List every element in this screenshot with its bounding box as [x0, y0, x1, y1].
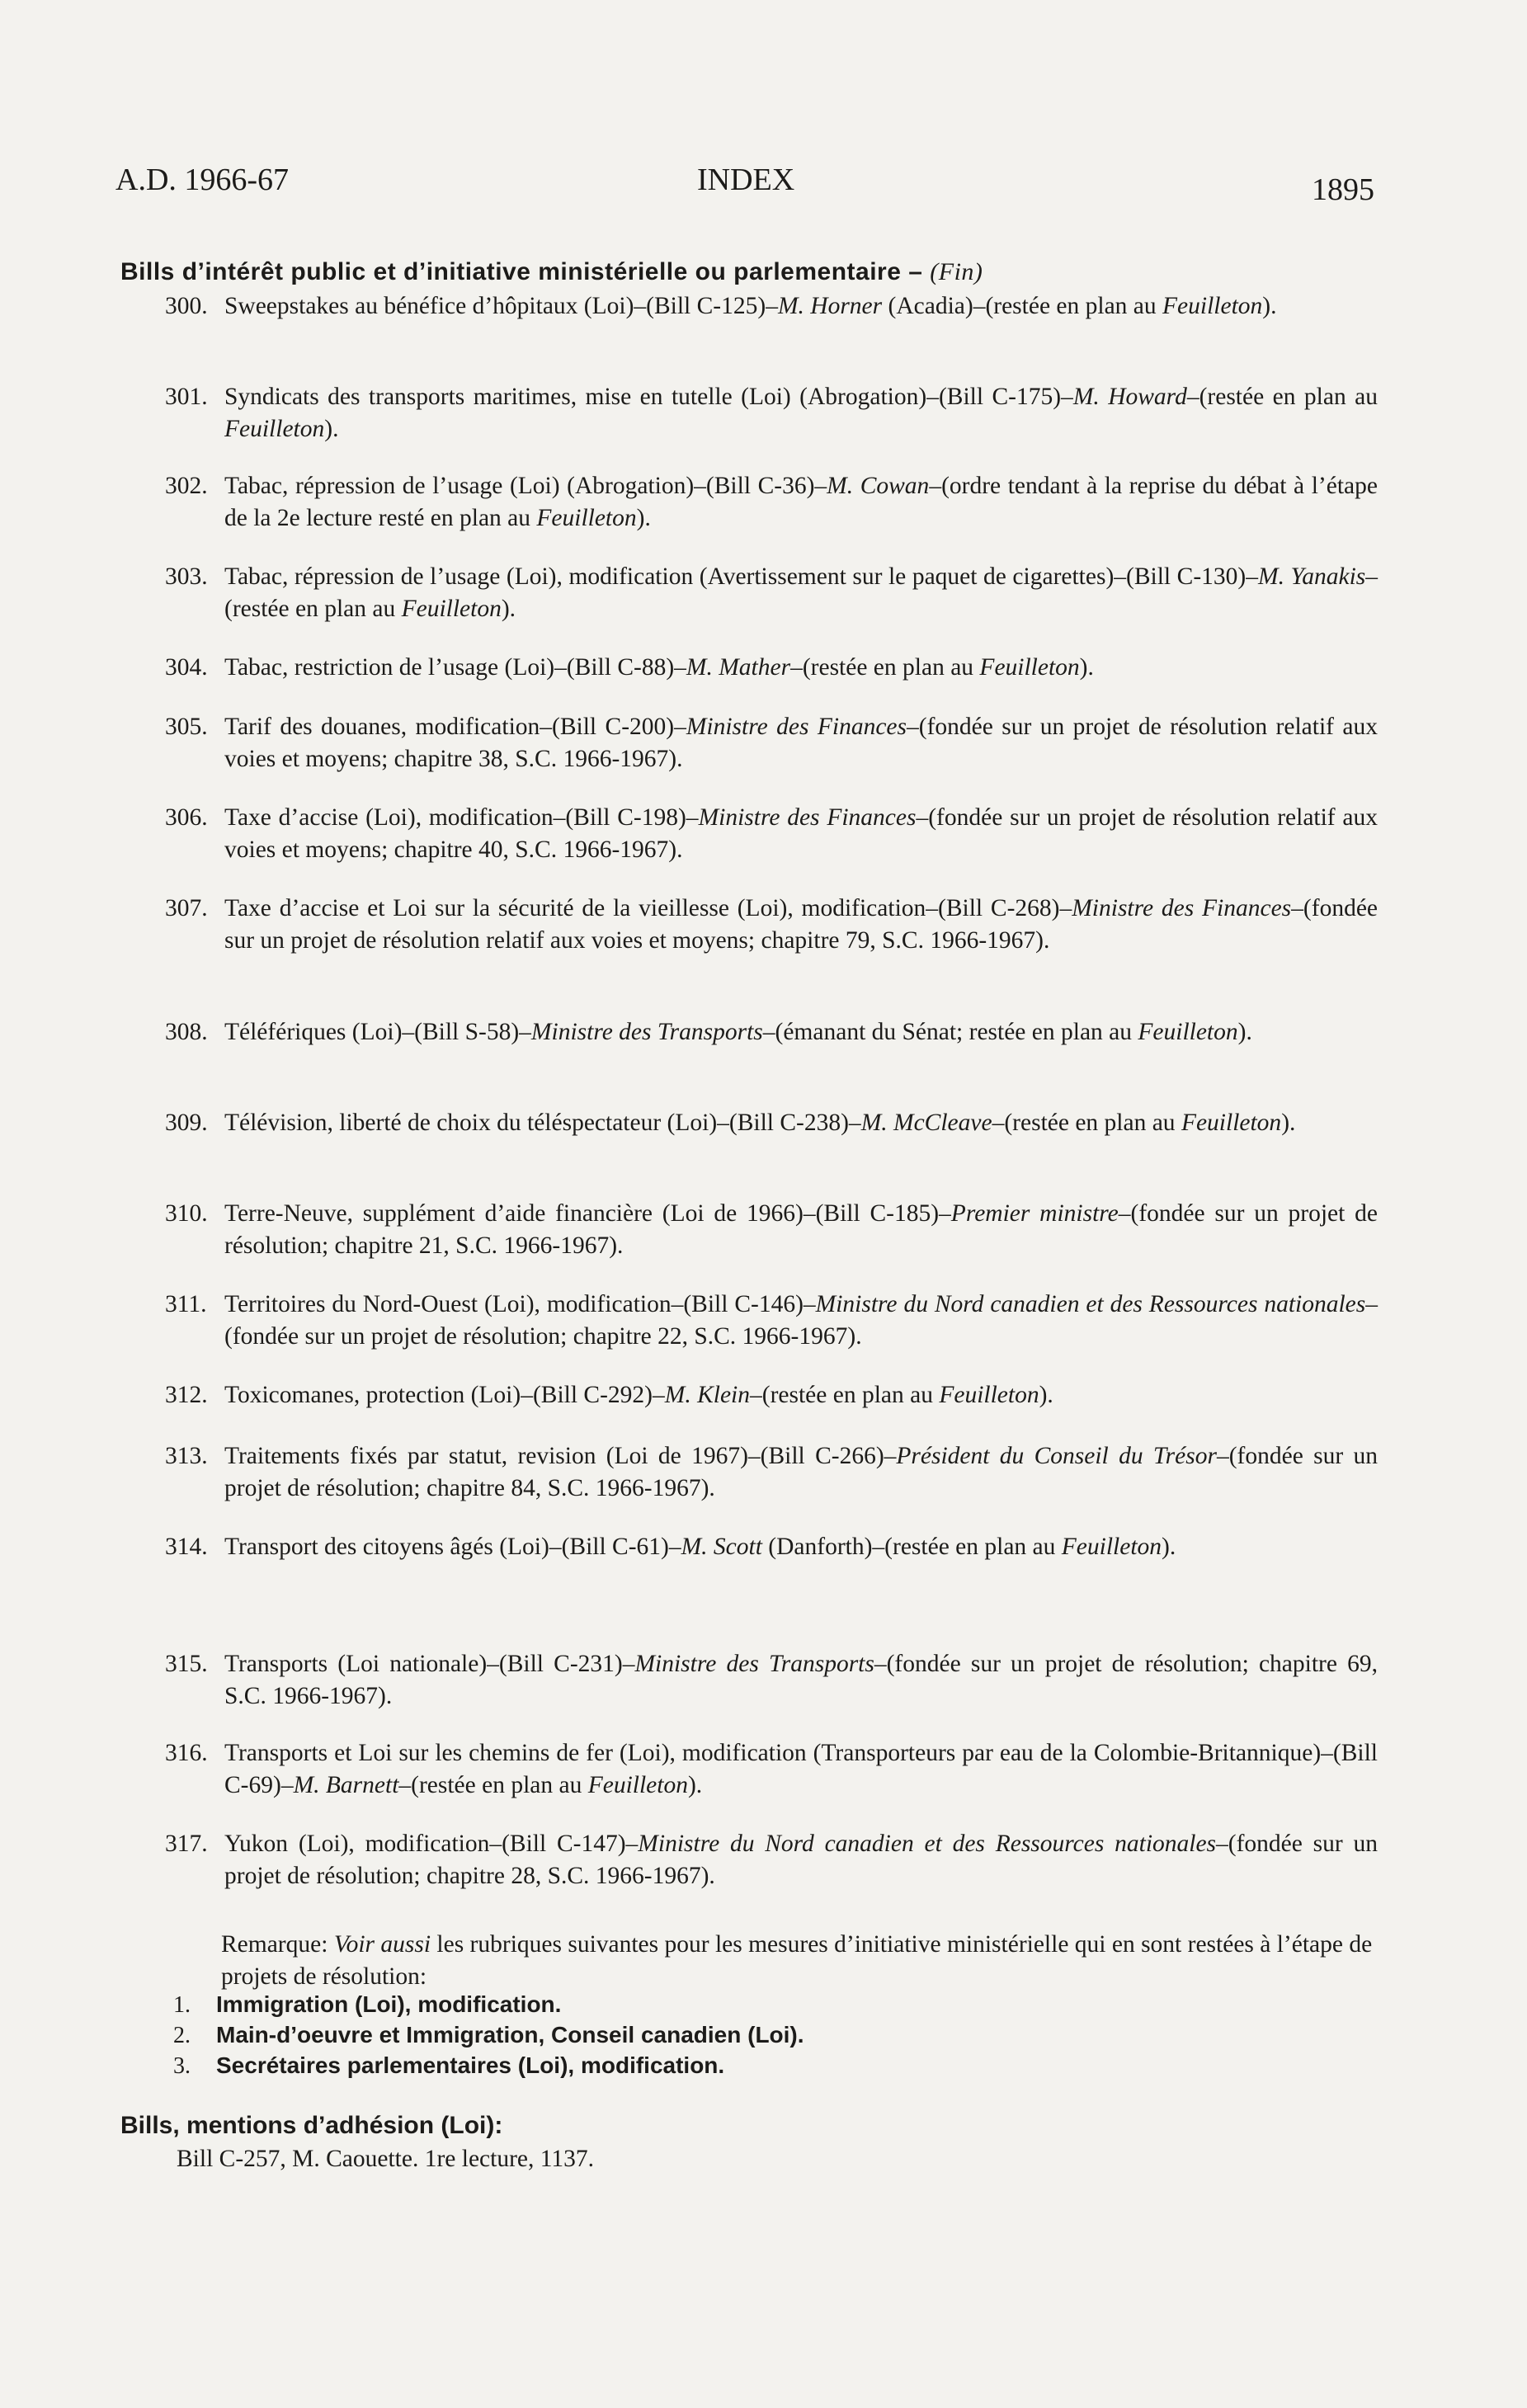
entry-plain-text: (Acadia)–(restée en plan au	[882, 293, 1163, 319]
entry-plain-text: ).	[1281, 1110, 1296, 1136]
entry-plain-text: ).	[1079, 654, 1094, 681]
entry-plain-text: –(fondée sur un projet de résolution; chapitre 22, S.C. 1966-1967).	[224, 1291, 1378, 1350]
entry-italic-text: Feuilleton	[939, 1382, 1039, 1408]
section-title-text: Bills d’intérêt public et d’initiative ministérielle ou parlementaire –	[120, 258, 923, 285]
entry-text	[224, 1737, 1378, 1802]
entry-number: 303.	[165, 563, 208, 590]
entry-italic-text: M. Howard	[1072, 384, 1187, 410]
index-entry	[165, 1198, 1378, 1262]
entry-plain-text: ).	[636, 505, 651, 531]
entry-italic-text: M. Barnett	[293, 1772, 399, 1798]
entry-italic-text: M. Yanakis	[1258, 563, 1366, 590]
remark-item-number: 3.	[173, 2053, 191, 2079]
entry-plain-text: –(restée en plan au	[992, 1110, 1181, 1136]
entry-plain-text: Transports et Loi sur les chemins de fer (Loi), modification (Transporteurs par eau de la Colombie-Britannique)–(Bill C-69)–	[224, 1740, 1378, 1798]
remark-item	[173, 2019, 804, 2052]
entry-text	[224, 652, 1378, 684]
remark-item-text: Main-d’oeuvre et Immigration, Conseil canadien (Loi).	[216, 2022, 804, 2048]
remark-item-text: Secrétaires parlementaires (Loi), modification.	[216, 2052, 725, 2078]
remark-item-number: 1.	[173, 1992, 191, 2018]
entry-plain-text: Toxicomanes, protection (Loi)–(Bill C-292)–	[224, 1382, 665, 1408]
entry-italic-text: Feuilleton	[401, 596, 502, 622]
entry-italic-text: Feuilleton	[1162, 293, 1263, 319]
entry-italic-text: M. Horner	[777, 293, 883, 319]
index-entry	[165, 290, 1378, 323]
index-entry	[165, 561, 1378, 625]
entry-plain-text: ).	[687, 1772, 703, 1798]
entry-text	[224, 470, 1378, 535]
entry-text	[224, 802, 1378, 866]
index-entry	[165, 1016, 1378, 1048]
entry-italic-text: Ministre du Nord canadien et des Ressources nationales	[815, 1291, 1366, 1317]
section-title	[120, 258, 983, 286]
entry-plain-text: Tabac, répression de l’usage (Loi) (Abrogation)–(Bill C-36)–	[224, 473, 827, 499]
entry-italic-text: Ministre des Finances	[698, 804, 917, 831]
index-entry	[165, 1289, 1378, 1353]
entry-plain-text: ).	[1237, 1019, 1252, 1045]
entry-number: 317.	[165, 1831, 208, 1857]
entry-number: 313.	[165, 1443, 208, 1469]
entry-plain-text: –(restée en plan au	[790, 654, 980, 681]
entry-plain-text: Tarif des douanes, modification–(Bill C-200)–	[224, 714, 686, 740]
index-entry	[165, 711, 1378, 775]
entry-number: 304.	[165, 654, 208, 681]
entry-italic-text: Président du Conseil du Trésor	[896, 1443, 1217, 1469]
entry-text	[224, 1289, 1378, 1353]
entry-number: 314.	[165, 1534, 208, 1560]
entry-text	[224, 893, 1378, 957]
entry-plain-text: –(émanant du Sénat; restée en plan au	[762, 1019, 1138, 1045]
entry-number: 312.	[165, 1382, 208, 1408]
entry-text	[224, 1379, 1378, 1411]
entry-text	[224, 1648, 1378, 1713]
entry-text	[224, 1016, 1378, 1048]
remark-italic: Voir aussi	[333, 1931, 431, 1958]
section-title-suffix: (Fin)	[930, 258, 983, 285]
entry-plain-text: ).	[324, 416, 339, 442]
entry-number: 302.	[165, 473, 208, 499]
index-entry	[165, 1828, 1378, 1892]
entry-plain-text: –(fondée sur un projet de résolution relatif aux voies et moyens; chapitre 79, S.C. 1966-1967).	[224, 895, 1379, 954]
entry-plain-text: Syndicats des transports maritimes, mise en tutelle (Loi) (Abrogation)–(Bill C-175)–	[224, 384, 1073, 410]
entry-number: 310.	[165, 1200, 208, 1227]
page-number: 1895	[1312, 172, 1374, 207]
index-entry	[165, 1440, 1378, 1505]
entry-plain-text: Yukon (Loi), modification–(Bill C-147)–	[224, 1831, 639, 1857]
header-year: A.D. 1966-67	[115, 163, 290, 197]
index-entry	[165, 1531, 1378, 1563]
entry-number: 315.	[165, 1651, 208, 1677]
index-entry	[165, 1379, 1378, 1411]
remark-item	[173, 1989, 561, 2021]
entry-plain-text: ).	[1262, 293, 1277, 319]
entry-plain-text: Territoires du Nord-Ouest (Loi), modification–(Bill C-146)–	[224, 1291, 816, 1317]
entry-italic-text: Ministre des Finances	[1072, 895, 1292, 921]
index-entry	[165, 1648, 1378, 1713]
entry-plain-text: Téléfériques (Loi)–(Bill S-58)–	[224, 1019, 531, 1045]
entry-plain-text: –(restée en plan au	[750, 1382, 940, 1408]
entry-italic-text: Ministre des Finances	[686, 714, 907, 740]
entry-plain-text: Terre-Neuve, supplément d’aide financière (Loi de 1966)–(Bill C-185)–	[224, 1200, 951, 1227]
entry-plain-text: Taxe d’accise et Loi sur la sécurité de la vieillesse (Loi), modification–(Bill C-268)–	[224, 895, 1072, 921]
entry-italic-text: Feuilleton	[1061, 1534, 1162, 1560]
index-entry	[165, 652, 1378, 684]
entry-number: 306.	[165, 804, 208, 831]
entry-number: 309.	[165, 1110, 208, 1136]
entry-plain-text: –(fondée sur un projet de résolution relatif aux voies et moyens; chapitre 40, S.C. 1966-1967).	[224, 804, 1379, 863]
entry-italic-text: M. Scott	[681, 1534, 762, 1560]
entry-plain-text: –(restée en plan au	[398, 1772, 588, 1798]
index-entry	[165, 802, 1378, 866]
adhesion-title: Bills, mentions d’adhésion (Loi):	[120, 2112, 503, 2139]
entry-plain-text: –(fondée sur un projet de résolution relatif aux voies et moyens; chapitre 38, S.C. 1966-1967).	[224, 714, 1378, 772]
entry-plain-text: Tabac, répression de l’usage (Loi), modification (Avertissement sur le paquet de cigarettes)–(Bill C-130)–	[224, 563, 1259, 590]
page-header	[115, 157, 1374, 206]
entry-italic-text: Feuilleton	[224, 416, 325, 442]
adhesion-line: Bill C-257, M. Caouette. 1re lecture, 1137.	[177, 2146, 595, 2172]
entry-plain-text: Transport des citoyens âgés (Loi)–(Bill C-61)–	[224, 1534, 681, 1560]
entry-number: 300.	[165, 293, 208, 319]
remark-rest: les rubriques suivantes pour les mesures d’initiative ministérielle qui en sont restées à l’étape de projets de résolution:	[221, 1931, 1373, 1990]
entry-number: 305.	[165, 714, 208, 740]
entry-plain-text: Traitements fixés par statut, revision (Loi de 1967)–(Bill C-266)–	[224, 1443, 897, 1469]
index-entry	[165, 470, 1378, 535]
entry-italic-text: Feuilleton	[587, 1772, 688, 1798]
entry-plain-text: Transports (Loi nationale)–(Bill C-231)–	[224, 1651, 635, 1677]
index-entry	[165, 1737, 1378, 1802]
remark-item-number: 2.	[173, 2023, 191, 2048]
entry-plain-text: ).	[1039, 1382, 1053, 1408]
entry-text	[224, 290, 1378, 323]
entry-italic-text: M. McCleave	[860, 1110, 992, 1136]
entry-text	[224, 1440, 1378, 1505]
entry-number: 311.	[165, 1291, 207, 1317]
entry-italic-text: M. Cowan	[827, 473, 930, 499]
remark-lead: Remarque:	[221, 1931, 334, 1958]
entry-number: 316.	[165, 1740, 208, 1766]
entry-italic-text: Ministre des Transports	[634, 1651, 874, 1677]
entry-italic-text: Feuilleton	[1181, 1110, 1282, 1136]
entry-plain-text: –(fondée sur un projet de résolution; chapitre 84, S.C. 1966-1967).	[224, 1443, 1379, 1501]
remark-item-text: Immigration (Loi), modification.	[216, 1991, 562, 2017]
entry-plain-text: –(restée en plan au	[224, 563, 1378, 622]
entry-text	[224, 1531, 1378, 1563]
entry-italic-text: Feuilleton	[536, 505, 637, 531]
entry-text	[224, 561, 1378, 625]
entry-italic-text: Feuilleton	[1138, 1019, 1238, 1045]
remark	[180, 1929, 1376, 1993]
entry-plain-text: –(restée en plan au	[1186, 384, 1378, 410]
index-entry	[165, 381, 1378, 445]
entry-plain-text: –(fondée sur un projet de résolution; chapitre 28, S.C. 1966-1967).	[224, 1831, 1378, 1889]
entry-plain-text: –(fondée sur un projet de résolution; chapitre 21, S.C. 1966-1967).	[224, 1200, 1378, 1259]
entry-text	[224, 381, 1378, 445]
entry-plain-text: ).	[1162, 1534, 1176, 1560]
entry-italic-text: M. Mather	[686, 654, 791, 681]
entry-text	[224, 1107, 1378, 1139]
entry-italic-text: Premier ministre	[950, 1200, 1119, 1227]
entry-text	[224, 711, 1378, 775]
header-title: INDEX	[697, 163, 795, 197]
remark-item	[173, 2050, 724, 2082]
entry-number: 307.	[165, 895, 208, 921]
index-entry	[165, 893, 1378, 957]
entry-plain-text: –(fondée sur un projet de résolution; chapitre 69, S.C. 1966-1967).	[224, 1651, 1378, 1709]
entry-plain-text: (Danforth)–(restée en plan au	[761, 1534, 1062, 1560]
entry-plain-text: Sweepstakes au bénéfice d’hôpitaux (Loi)–(Bill C-125)–	[224, 293, 778, 319]
entry-italic-text: Feuilleton	[979, 654, 1080, 681]
entry-text	[224, 1198, 1378, 1262]
entry-plain-text: Télévision, liberté de choix du téléspectateur (Loi)–(Bill C-238)–	[224, 1110, 861, 1136]
entry-number: 308.	[165, 1019, 208, 1045]
entry-text	[224, 1828, 1378, 1892]
entry-plain-text: ).	[501, 596, 516, 622]
entry-plain-text: Tabac, restriction de l’usage (Loi)–(Bill C-88)–	[224, 654, 686, 681]
entry-italic-text: M. Klein	[664, 1382, 750, 1408]
entry-italic-text: Ministre du Nord canadien et des Ressources nationales	[638, 1831, 1217, 1857]
index-entry	[165, 1107, 1378, 1139]
entry-italic-text: Ministre des Transports	[530, 1019, 763, 1045]
entry-plain-text: –(ordre tendant à la reprise du débat à l’étape de la 2e lecture resté en plan au	[224, 473, 1378, 531]
entry-plain-text: Taxe d’accise (Loi), modification–(Bill C-198)–	[224, 804, 699, 831]
entry-number: 301.	[165, 384, 208, 410]
